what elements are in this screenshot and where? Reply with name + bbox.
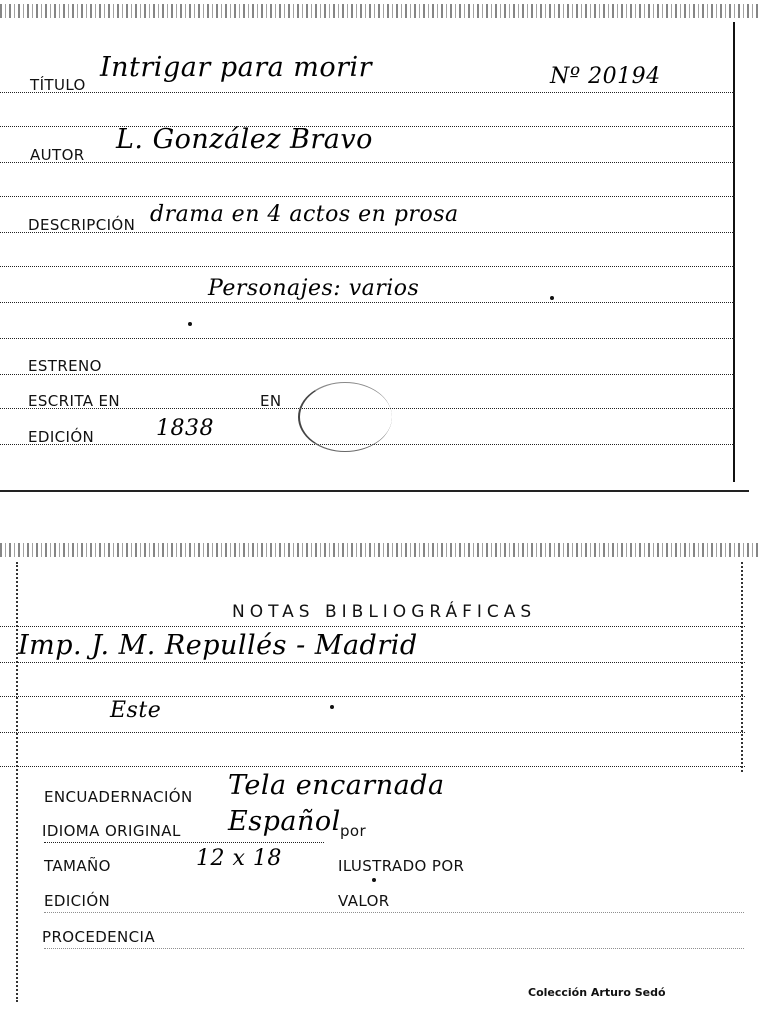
idioma-label: IDIOMA ORIGINAL xyxy=(42,822,181,840)
escrita-en-label: ESCRITA EN xyxy=(28,392,121,410)
catalog-card-top xyxy=(0,0,759,494)
rule-line xyxy=(0,626,745,627)
rule-line xyxy=(0,338,735,339)
edicion-label-bottom: EDICIÓN xyxy=(44,892,111,910)
descripcion-value-2: Personajes: varios xyxy=(208,276,420,301)
rule-line xyxy=(44,842,324,843)
encuadernacion-value: Tela encarnada xyxy=(228,770,445,801)
rule-line xyxy=(0,92,735,93)
autor-value: L. González Bravo xyxy=(116,124,373,155)
notas-line-1: Imp. J. M. Repullés - Madrid xyxy=(18,630,418,661)
idioma-value: Español xyxy=(228,806,341,837)
en-label: EN xyxy=(260,392,282,410)
card-torn-edge xyxy=(0,543,759,557)
titulo-label: TÍTULO xyxy=(30,76,86,94)
edicion-label: EDICIÓN xyxy=(28,428,95,446)
rule-line xyxy=(0,732,745,733)
ink-speck xyxy=(550,296,554,300)
collection-credit: Colección Arturo Sedó xyxy=(528,986,666,999)
ilustrado-label: ILUSTRADO POR xyxy=(338,857,465,875)
rule-line xyxy=(0,766,745,767)
ink-speck xyxy=(372,878,376,882)
rule-line xyxy=(0,162,735,163)
rule-line xyxy=(44,948,744,949)
tamano-label: TAMAÑO xyxy=(44,857,111,875)
registry-number: Nº 20194 xyxy=(550,64,661,89)
estreno-label: ESTRENO xyxy=(28,357,102,375)
card-border-right xyxy=(733,22,735,482)
descripcion-value: drama en 4 actos en prosa xyxy=(150,202,459,227)
catalog-card-bottom xyxy=(0,540,759,1028)
titulo-value: Intrigar para morir xyxy=(100,52,373,83)
rule-line xyxy=(0,196,735,197)
autor-label: AUTOR xyxy=(30,146,85,164)
card-border-right xyxy=(741,562,745,772)
valor-label: VALOR xyxy=(338,892,390,910)
rule-line xyxy=(0,266,735,267)
edicion-value: 1838 xyxy=(156,416,214,441)
card-border-bottom xyxy=(0,490,749,492)
ink-speck xyxy=(330,705,334,709)
rule-line xyxy=(0,662,745,663)
por-label: por xyxy=(340,822,367,840)
procedencia-label: PROCEDENCIA xyxy=(42,928,156,946)
card-torn-edge xyxy=(0,4,759,18)
rule-line xyxy=(0,696,745,697)
rule-line xyxy=(44,912,744,913)
rule-line xyxy=(0,302,735,303)
rule-line xyxy=(0,374,735,375)
descripcion-label: DESCRIPCIÓN xyxy=(28,216,136,234)
encuadernacion-label: ENCUADERNACIÓN xyxy=(44,788,193,806)
notas-line-2: Este xyxy=(110,698,162,723)
card-border-left xyxy=(16,562,20,1002)
faded-stamp xyxy=(298,382,392,452)
notas-heading: NOTAS BIBLIOGRÁFICAS xyxy=(232,602,537,622)
tamano-value: 12 x 18 xyxy=(196,846,282,871)
ink-speck xyxy=(188,322,192,326)
